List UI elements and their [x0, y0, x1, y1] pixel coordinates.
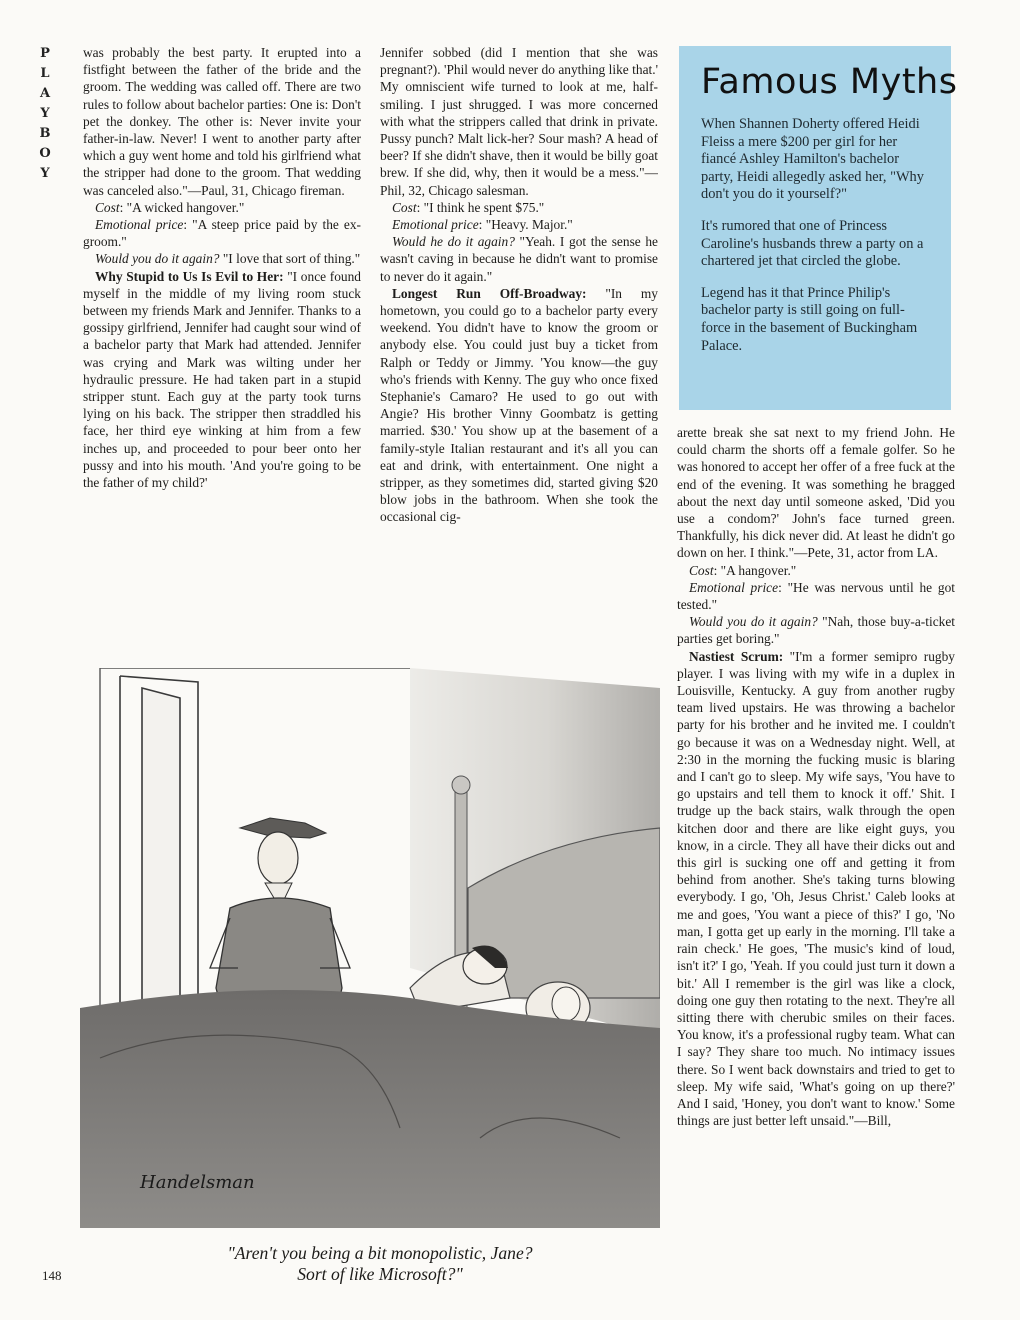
article-paragraph	[380, 44, 658, 199]
spine-letter: L	[40, 66, 50, 81]
article-column-1	[83, 44, 361, 624]
section-heading: Why Stupid to Us Is Evil to Her:	[95, 268, 284, 284]
article-paragraph	[83, 199, 361, 216]
paragraph-text: : "He was nervous until he got tested."	[677, 579, 955, 613]
sidebar-item: Legend has it that Prince Philip's bachelor party is still going on full-force in the basement of Buckingham Palace.	[701, 284, 918, 354]
rating-label: Would you do it again?	[95, 251, 220, 267]
rating-label: Emotional price	[689, 579, 779, 595]
article-column-2	[380, 44, 658, 624]
famous-myths-sidebar	[679, 46, 958, 410]
magazine-spine	[30, 44, 60, 184]
paragraph-text: "In my hometown, you could go to a bachelor party every weekend. You didn't have to know the groom or anybody else. You could just buy a ticket from Ralph or Teddy or Jimmy. 'You know—the guy who's friends with Kenny. The guy who once fixed Stephanie's Camaro? He used to go out with Angie? His brother Vinny Goombatz is getting married. $30.' You show up at the basement of a family-style Italian restaurant and it's all you can eat and drink, with entertainment. One night a stripper, as they sometimes did, started giving $20 blow jobs in the bathroom. When she took the occasional cig-	[380, 285, 658, 525]
article-paragraph	[83, 268, 361, 492]
article-paragraph	[380, 285, 658, 526]
spine-letter: O	[39, 146, 51, 161]
article-column-3	[677, 424, 955, 1294]
caption-line: Sort of like Microsoft?"	[297, 1264, 463, 1284]
article-paragraph	[677, 579, 955, 613]
rating-label: Cost	[392, 199, 417, 215]
sidebar-item: It's rumored that one of Princess Caroline's husbands threw a party on a chartered jet that circled the globe.	[701, 217, 924, 270]
paragraph-text: arette break she sat next to my friend John. He could charm the shorts off a female golfer. So he was honored to accept her offer of a free fuck at the end of the evening. It was something he bragged about the next day until someone asked, 'Did you use a condom?' John's face turned green. Thankfully, his dick never did. At least he didn't go down on her. I think."—Pete, 31, actor from LA.	[677, 425, 955, 561]
article-paragraph	[380, 199, 658, 216]
caption-line: "Aren't you being a bit monopolistic, Jane?	[227, 1243, 533, 1263]
paragraph-text: : "I think he spent $75."	[416, 199, 545, 215]
paragraph-text: : "A hangover."	[713, 562, 797, 578]
cartoon-signature: Handelsman	[140, 1172, 255, 1193]
spine-letter: P	[40, 46, 50, 61]
sidebar-title: Famous Myths	[701, 62, 958, 102]
article-paragraph	[677, 648, 955, 1130]
paragraph-text: : "A wicked hangover."	[119, 199, 245, 215]
cartoon-caption	[150, 1243, 610, 1285]
paragraph-text: "Yeah. I got the sense he wasn't caving in because he didn't want to promise to never do it again."	[380, 234, 658, 284]
rating-label: Would you do it again?	[689, 614, 818, 630]
rating-label: Would he do it again?	[392, 234, 515, 250]
sidebar-item: When Shannen Doherty offered Heidi Fleiss a mere $200 per girl for her fiancé Ashley Hamilton's bachelor party, Heidi allegedly asked her, "Why don't you do it yourself?"	[701, 116, 924, 203]
article-paragraph	[380, 216, 658, 233]
spine-letter: B	[39, 126, 51, 141]
spine-letter: A	[39, 86, 51, 101]
paragraph-text: "I once found myself in the middle of my living room stuck between my friends Mark and Jennifer. Thanks to a gossipy girlfriend, Jennifer had caught sour wind of a bachelor party that Mark had attended. Jennifer was crying and Mark was wilting under her hydraulic pressure. He had taken part in a stupid stripper stunt. Each guy at the party took turns lying on his back. The stripper then straddled his face, her third eye winking at him from a few inches up, and proceeded to pour beer onto her pussy and into his mouth. 'And you're going to be the father of my child?'	[83, 268, 361, 491]
spine-letter: Y	[40, 166, 50, 181]
section-heading: Longest Run Off-Broadway:	[392, 285, 587, 301]
paragraph-text: was probably the best party. It erupted into a fistfight between the father of the bride and the groom. The wedding was called off. There are two rules to follow about bachelor parties: One is: Don't pet the donkey. The other is: Never invite your father-in-law. Never! I went to another party after which a guy went home and told his girlfriend what the stripper had done to the groom. That wedding was canceled also."—Paul, 31, Chicago fireman.	[83, 45, 361, 198]
article-paragraph	[677, 613, 955, 647]
paragraph-text: : "Heavy. Major."	[478, 217, 573, 233]
paragraph-text: "I'm a former semipro rugby player. I was living with my wife in a duplex in Louisville, Kentucky. A guy from another rugby team lived upstairs. He was throwing a bachelor party for his brother and he invited me. I couldn't go because it was on a Wednesday night. Well, at 2:30 in the morning the fucking music is blaring and I can't go to sleep. My wife says, 'You have to go upstairs and tell them to knock it off.' Shit. I trudge up the back stairs, walk through the open kitchen door and there are like eight guys, you know, in a circle. They all have their dicks out and this girl is sucking one off and getting it from behind from another. She's taking turns blowing everybody. I go, 'Oh, Jesus Christ.' Caleb looks at me and goes, 'You want a piece of this?' I go, 'No man, I gotta get up early in the morning. I'll take a rain check.' He goes, 'The music's kind of loud, isn't it?' I go, 'Yeah. If you could just turn it down a bit.' All I remember is the girl was like a clock, doing one guy then rotating to the next. They're all sitting there with cherubic smiles on their faces. You know, it's a professional rugby team. What can I say? They share too much. No intimacy issues there. So I went back downstairs and tried to get to sleep. My wife said, 'What's going on up there?' And I said, 'Honey, you don't want to know.' Some things are just better left unsaid."—Bill,	[677, 648, 955, 1129]
cartoon-illustration	[80, 668, 660, 1228]
paragraph-text: : "A steep price paid by the ex-groom."	[83, 217, 361, 250]
spine-letter: Y	[40, 106, 50, 121]
rating-label: Cost	[95, 199, 120, 215]
article-paragraph	[380, 233, 658, 285]
page-number: 148	[42, 1268, 62, 1283]
rating-label: Emotional price	[392, 217, 479, 233]
article-paragraph	[677, 424, 955, 562]
article-paragraph	[83, 250, 361, 267]
rating-label: Emotional price	[95, 217, 184, 233]
paragraph-text: "I love that sort of thing."	[219, 251, 361, 267]
paragraph-text: Jennifer sobbed (did I mention that she was pregnant?). 'Phil would never do anything like that.' My omniscient wife turned to look at me, half-smiling. I just shrugged. I was more concerned with what the strippers called that drink in private. Pussy punch? Malt lick-her? Sour mash? A head of beer? If she didn't shave, then it would be billy goat brew. If she did, why, then it would be a mess."—Phil, 32, Chicago salesman.	[380, 45, 658, 198]
paragraph-text: "Nah, those buy-a-ticket parties get boring."	[677, 614, 955, 647]
article-paragraph	[677, 562, 955, 579]
article-paragraph	[83, 44, 361, 199]
section-heading: Nastiest Scrum:	[689, 648, 784, 664]
rating-label: Cost	[689, 562, 714, 578]
article-paragraph	[83, 216, 361, 250]
